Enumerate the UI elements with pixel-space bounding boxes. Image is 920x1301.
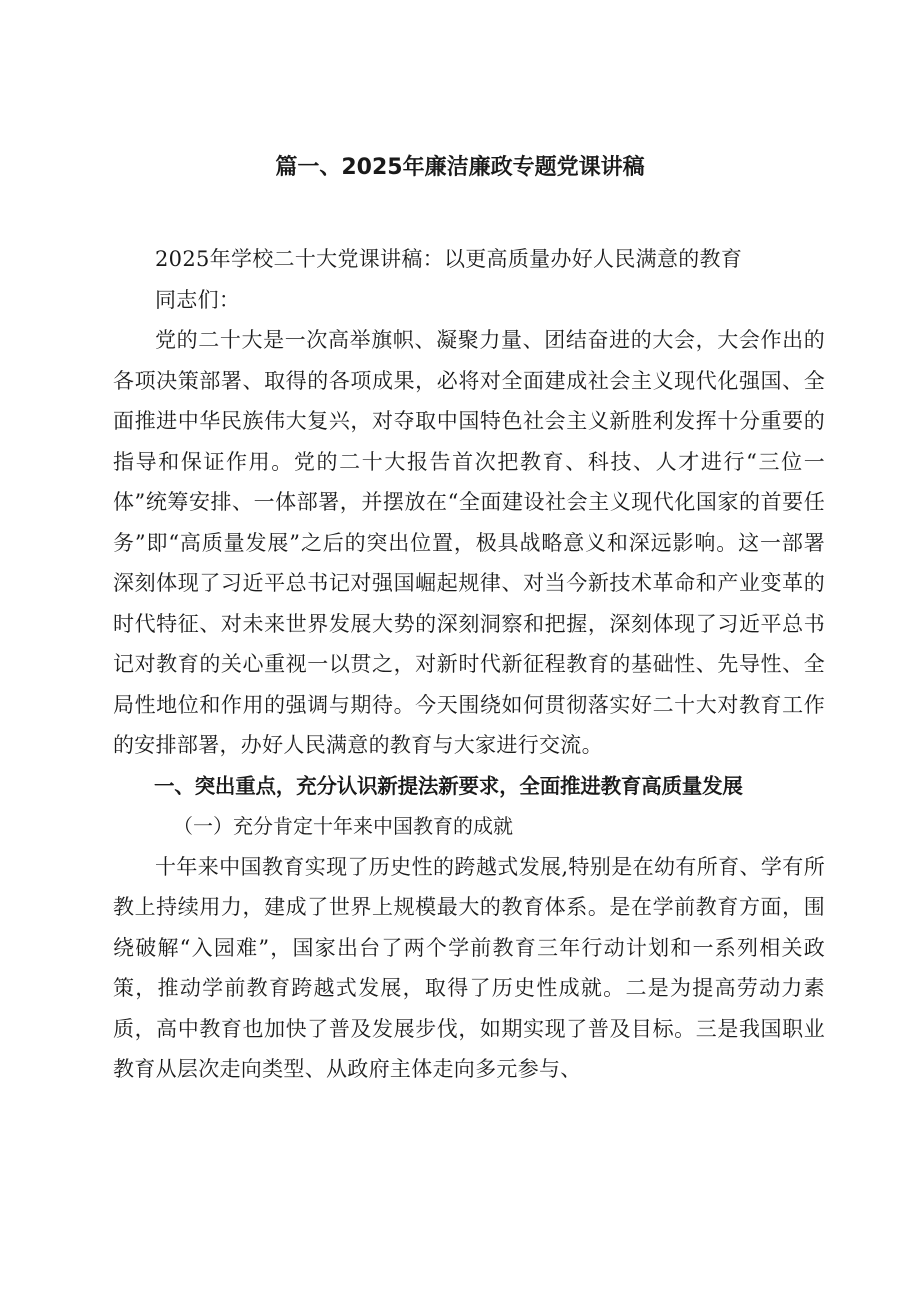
document-body bbox=[113, 239, 825, 1090]
paragraph: 十年来中国教育实现了历史性的跨越式发展,特别是在幼有所育、学有所教上持续用力，建成了世界上规模最大的教育体系。是在学前教育方面，围绕破解“入园难”，国家出台了两个学前教育三年行动计划和一系列相关政策，推动学前教育跨越式发展，取得了历史性成就。二是为提高劳动力素质，高中教育也加快了普及发展步伐，如期实现了普及目标。三是我国职业教育从层次走向类型、从政府主体走向多元参与、 bbox=[113, 854, 825, 1081]
speech-subtitle: 2025年学校二十大党课讲稿：以更高质量办好人民满意的教育 bbox=[155, 247, 743, 271]
salutation: 同志们： bbox=[155, 287, 241, 312]
paragraph: 党的二十大是一次高举旗帜、凝聚力量、团结奋进的大会，大会作出的各项决策部署、取得的各项成果，必将对全面建成社会主义现代化强国、全面推进中华民族伟大复兴，对夺取中国特色社会主义新胜利发挥十分重要的指导和保证作用。党的二十大报告首次把教育、科技、人才进行“三位一体”统筹安排、一体部署，并摆放在“全面建设社会主义现代化国家的首要任务”即“高质量发展”之后的突出位置，极具战略意义和深远影响。这一部署深刻体现了习近平总书记对强国崛起规律、对当今新技术革命和产业变革的时代特征、对未来世界发展大势的深刻洞察和把握，深刻体现了习近平总书记对教育的关心重视一以贯之，对新时代新征程教育的基础性、先导性、全局性地位和作用的强调与期待。今天围绕如何贯彻落实好二十大对教育工作的安排部署，办好人民满意的教育与大家进行交流。 bbox=[113, 328, 825, 757]
subsection-heading: （一）充分肯定十年来中国教育的成就 bbox=[173, 814, 513, 838]
section-heading: 一、突出重点，充分认识新提法新要求，全面推进教育高质量发展 bbox=[154, 773, 743, 798]
document-title: 篇一、2025年廉洁廉政专题党课讲稿 bbox=[275, 155, 645, 180]
